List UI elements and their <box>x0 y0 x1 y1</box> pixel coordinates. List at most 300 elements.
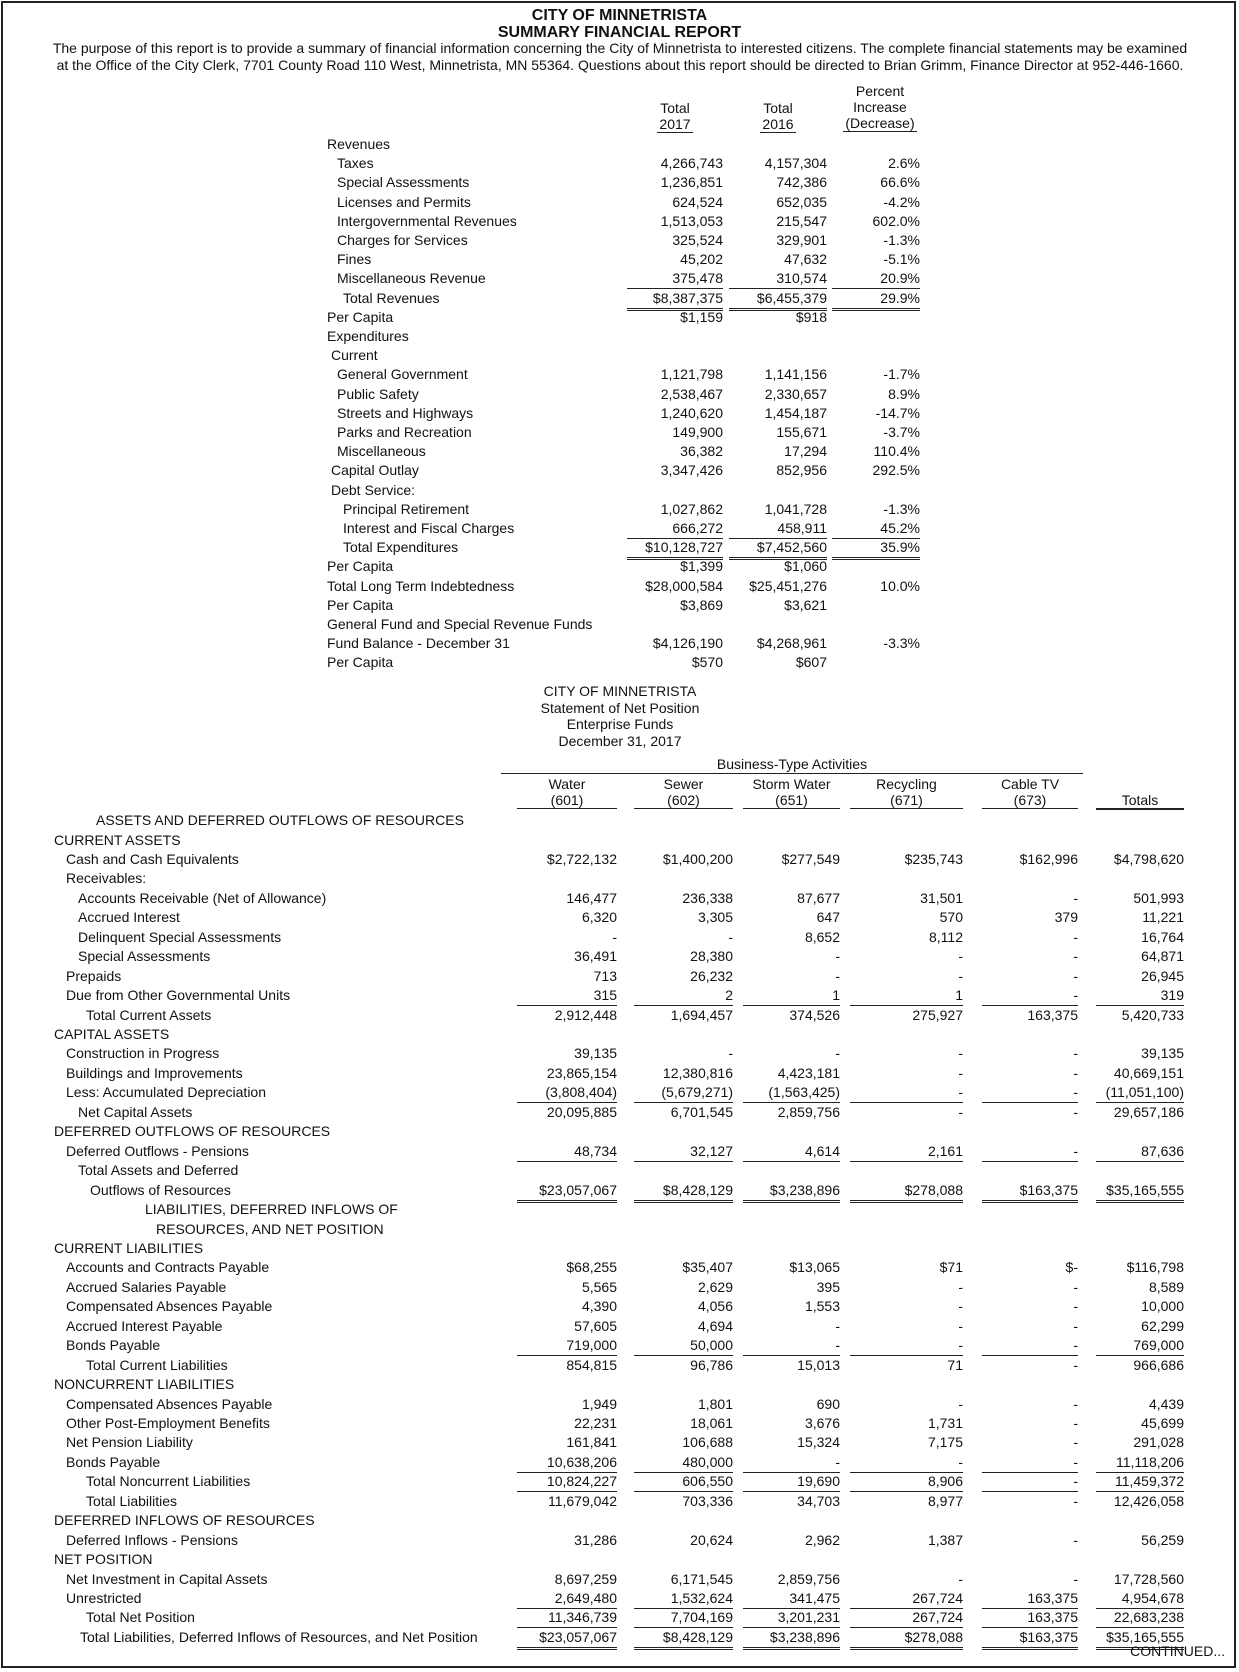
cell-cable-tv: - <box>1073 1278 1078 1295</box>
row-label: Unrestricted <box>66 1590 142 1606</box>
cell-water: 39,135 <box>574 1045 617 1062</box>
cell-storm-water: 19,690 <box>743 1472 840 1492</box>
row-label: General Government <box>337 366 468 383</box>
row-label: Total Current Liabilities <box>86 1356 228 1373</box>
cell-storm-water: - <box>835 948 840 965</box>
cell-totals: 5,420,733 <box>1121 1006 1184 1023</box>
summary-row <box>327 500 927 519</box>
value-2016: 652,035 <box>776 193 827 210</box>
row-label: Receivables: <box>66 870 147 887</box>
row-label: ASSETS AND DEFERRED OUTFLOWS OF RESOURCES <box>96 812 464 828</box>
cell-totals: 4,439 <box>1148 1395 1184 1412</box>
table-row <box>0 1161 1239 1181</box>
cell-recycling: $278,088 <box>850 1181 963 1203</box>
row-label: Accounts and Contracts Payable <box>66 1259 270 1276</box>
column-header <box>634 776 733 809</box>
cell-sewer: 2 <box>634 986 733 1006</box>
cell-sewer: $35,407 <box>682 1259 733 1276</box>
row-label: NONCURRENT LIABILITIES <box>54 1376 235 1392</box>
cell-cable-tv: - <box>1073 1356 1078 1373</box>
column-name: Water <box>548 776 586 792</box>
table-row <box>0 1472 1239 1492</box>
cell-cable-tv: - <box>982 1142 1078 1162</box>
value-2017: $10,128,727 <box>627 538 723 560</box>
table-row <box>0 1570 1239 1590</box>
cell-totals: 291,028 <box>1133 1434 1184 1451</box>
cell-water: $23,057,067 <box>517 1628 617 1650</box>
row-label: Intergovernmental Revenues <box>337 212 517 229</box>
column-code: (602) <box>667 792 700 808</box>
column-name: Cable TV <box>1000 776 1060 792</box>
cell-water: 22,231 <box>574 1414 617 1431</box>
cell-storm-water: 4,423,181 <box>777 1064 840 1081</box>
value-2017: 45,202 <box>680 251 723 268</box>
cell-cable-tv: - <box>1073 967 1078 984</box>
cell-sewer: 480,000 <box>634 1453 733 1473</box>
row-label: Cash and Cash Equivalents <box>66 850 239 867</box>
cell-sewer: 6,701,545 <box>670 1103 733 1120</box>
row-label: Net Investment in Capital Assets <box>66 1570 268 1587</box>
cell-cable-tv: - <box>1073 1395 1078 1412</box>
cell-cable-tv: 163,375 <box>1027 1006 1078 1023</box>
table-row <box>0 947 1239 967</box>
summary-row <box>327 634 927 653</box>
table-row <box>0 1239 1239 1259</box>
cell-totals: 11,459,372 <box>1096 1472 1184 1492</box>
value-2016: $918 <box>795 308 827 325</box>
table-row <box>0 1064 1239 1084</box>
summary-row <box>327 250 927 269</box>
row-label: Outflows of Resources <box>90 1181 231 1198</box>
cell-cable-tv: $163,375 <box>982 1181 1078 1203</box>
cell-storm-water: $3,238,896 <box>743 1628 840 1650</box>
value-2017: 624,524 <box>672 193 723 210</box>
cell-water: 146,477 <box>566 889 617 906</box>
summary-row <box>327 231 927 250</box>
cell-cable-tv: - <box>1073 1531 1078 1548</box>
cell-recycling: - <box>958 1298 963 1315</box>
value-2016: 17,294 <box>784 443 827 460</box>
row-label: Buildings and Improvements <box>66 1064 243 1081</box>
column-name: Totals <box>1121 792 1159 808</box>
summary-row <box>327 308 927 327</box>
percent-change: 2.6% <box>888 155 920 172</box>
summary-row <box>327 289 927 308</box>
table-row <box>0 1511 1239 1531</box>
row-label: Net Pension Liability <box>66 1434 193 1451</box>
cell-totals: 62,299 <box>1141 1317 1184 1334</box>
value-2016: 4,157,304 <box>764 155 827 172</box>
table-row <box>0 1025 1239 1045</box>
value-2017: 1,121,798 <box>660 366 723 383</box>
value-2016: $6,455,379 <box>729 289 827 311</box>
row-label: Miscellaneous <box>337 443 426 460</box>
cell-totals: 87,636 <box>1096 1142 1184 1162</box>
cell-cable-tv: - <box>1073 1492 1078 1509</box>
table-row <box>0 1433 1239 1453</box>
summary-row <box>327 212 927 231</box>
row-label: General Fund and Special Revenue Funds <box>327 616 593 632</box>
cell-recycling: 71 <box>947 1356 963 1373</box>
cell-water: 11,679,042 <box>547 1492 617 1509</box>
cell-storm-water: 690 <box>816 1395 840 1412</box>
table-row <box>0 1375 1239 1395</box>
cell-cable-tv: - <box>1073 1434 1078 1451</box>
cell-water: 315 <box>517 986 617 1006</box>
cell-storm-water: (1,563,425) <box>743 1083 840 1103</box>
summary-row <box>327 193 927 212</box>
percent-change: 20.9% <box>832 269 920 289</box>
col-header-total-2017: Total 2017 <box>659 100 691 132</box>
value-2016: $607 <box>795 654 827 671</box>
cell-storm-water: $13,065 <box>789 1259 840 1276</box>
table-row <box>0 889 1239 909</box>
cell-recycling: 31,501 <box>920 889 963 906</box>
row-label: Less: Accumulated Depreciation <box>66 1084 266 1101</box>
cell-water: 161,841 <box>566 1434 617 1451</box>
percent-change: -5.1% <box>883 251 920 268</box>
table-row <box>0 869 1239 889</box>
cell-recycling: $235,743 <box>904 850 963 867</box>
cell-cable-tv: - <box>1073 1414 1078 1431</box>
cell-sewer: 18,061 <box>690 1414 733 1431</box>
cell-cable-tv: - <box>982 1472 1078 1492</box>
cell-water: 8,697,259 <box>554 1570 617 1587</box>
table-row <box>0 850 1239 870</box>
cell-storm-water: 3,676 <box>804 1414 840 1431</box>
value-2017: 3,347,426 <box>660 462 723 479</box>
cell-recycling: 267,724 <box>850 1608 963 1628</box>
percent-change: 10.0% <box>880 577 920 594</box>
cell-cable-tv: $163,375 <box>982 1628 1078 1650</box>
cell-totals: 22,683,238 <box>1096 1608 1184 1628</box>
row-label: Compensated Absences Payable <box>66 1395 273 1412</box>
cell-recycling: 1,731 <box>927 1414 963 1431</box>
cell-totals: 8,589 <box>1148 1278 1184 1295</box>
row-label: Accrued Interest <box>78 909 180 926</box>
cell-recycling: $278,088 <box>850 1628 963 1650</box>
cell-totals: $4,798,620 <box>1113 850 1184 867</box>
cell-totals: 40,669,151 <box>1113 1064 1184 1081</box>
summary-row <box>327 365 927 384</box>
table-row <box>0 1414 1239 1434</box>
summary-row <box>327 173 927 192</box>
percent-change: 8.9% <box>888 385 920 402</box>
cell-storm-water: 1,553 <box>804 1298 840 1315</box>
percent-change: 66.6% <box>880 174 920 191</box>
summary-row <box>327 346 927 365</box>
table-row <box>0 831 1239 851</box>
value-2016: 1,454,187 <box>764 404 827 421</box>
value-2016: 155,671 <box>776 424 827 440</box>
table-row <box>0 1550 1239 1570</box>
percent-change: 110.4% <box>873 443 920 460</box>
cell-totals: 12,426,058 <box>1113 1492 1184 1509</box>
column-code: (651) <box>775 792 808 808</box>
row-label: CAPITAL ASSETS <box>54 1026 170 1042</box>
value-2017: 36,382 <box>680 443 723 460</box>
row-label: Revenues <box>327 136 391 152</box>
column-header <box>982 776 1078 809</box>
cell-cable-tv: - <box>1073 889 1078 906</box>
value-2016: 329,901 <box>776 232 827 248</box>
row-label: CURRENT LIABILITIES <box>54 1239 204 1256</box>
cell-water: 10,638,206 <box>517 1453 617 1473</box>
cell-storm-water: - <box>835 967 840 984</box>
title-line-2: SUMMARY FINANCIAL REPORT <box>497 24 742 41</box>
cell-totals: 501,993 <box>1133 889 1184 906</box>
cell-recycling: - <box>958 948 963 965</box>
value-2016: $4,268,961 <box>756 635 827 652</box>
table-row <box>0 1336 1239 1356</box>
cell-cable-tv: - <box>1073 928 1078 945</box>
cell-cable-tv: 163,375 <box>982 1608 1078 1628</box>
cell-sewer: 26,232 <box>690 967 733 984</box>
row-label: Principal Retirement <box>343 500 470 517</box>
percent-change: 35.9% <box>832 538 920 560</box>
cell-totals: 769,000 <box>1096 1336 1184 1356</box>
cell-sewer: 12,380,816 <box>662 1064 733 1081</box>
row-label: CURRENT ASSETS <box>54 831 181 848</box>
table-row <box>0 1200 1239 1220</box>
table-row <box>0 1083 1239 1103</box>
cell-totals: 45,699 <box>1141 1414 1184 1431</box>
cell-water: 20,095,885 <box>546 1103 617 1120</box>
value-2016: 1,041,728 <box>764 500 827 517</box>
table-row <box>0 1492 1239 1512</box>
continued-note: CONTINUED... <box>1130 1643 1225 1659</box>
cell-recycling: 8,112 <box>929 928 963 945</box>
cell-sewer: - <box>728 928 733 945</box>
row-label: NET POSITION <box>54 1551 153 1568</box>
value-2017: 375,478 <box>627 269 723 289</box>
value-2016: 852,956 <box>776 462 827 479</box>
cell-recycling: - <box>850 1453 963 1473</box>
cell-storm-water: 647 <box>816 909 840 926</box>
cell-totals: 4,954,678 <box>1096 1589 1184 1609</box>
cell-recycling: $71 <box>939 1259 963 1276</box>
column-header <box>517 776 617 809</box>
row-label: Bonds Payable <box>66 1337 161 1354</box>
percent-change: -3.3% <box>883 635 920 652</box>
row-label: Prepaids <box>66 967 122 984</box>
cell-totals: 29,657,186 <box>1113 1103 1184 1120</box>
cell-cable-tv: - <box>1073 1298 1078 1315</box>
cell-cable-tv: - <box>1073 948 1078 965</box>
cell-recycling: 1 <box>850 986 963 1006</box>
row-label: Debt Service: <box>331 481 416 498</box>
summary-row <box>327 327 927 346</box>
value-2017: $1,159 <box>680 308 723 325</box>
value-2016: 47,632 <box>784 251 827 268</box>
cell-water: - <box>612 928 617 945</box>
column-header <box>743 776 840 809</box>
table-row <box>0 1395 1239 1415</box>
row-label: Deferred Outflows - Pensions <box>66 1142 249 1159</box>
cell-recycling: 267,724 <box>850 1589 963 1609</box>
row-label: Net Capital Assets <box>78 1103 193 1120</box>
value-2017: 149,900 <box>672 424 723 440</box>
intro-line-2: at the Office of the City Clerk, 7701 County Road 110 West, Minnetrista, MN 55364. Questions about this report should be directed to Brian Grimm, Finance Director at 952-446-1660. <box>56 57 1184 73</box>
cell-sewer: 6,171,545 <box>670 1570 733 1587</box>
cell-water: 10,824,227 <box>517 1472 617 1492</box>
cell-storm-water: 4,614 <box>743 1142 840 1162</box>
row-label: LIABILITIES, DEFERRED INFLOWS OF <box>145 1201 398 1217</box>
value-2017: $570 <box>691 654 723 671</box>
value-2016: 742,386 <box>776 174 827 191</box>
row-label: Total Expenditures <box>343 539 459 556</box>
row-label: Delinquent Special Assessments <box>78 928 282 945</box>
summary-row <box>327 269 927 288</box>
cell-water: 2,912,448 <box>554 1006 617 1023</box>
percent-change: -1.7% <box>883 366 920 383</box>
table-row <box>0 1006 1239 1026</box>
value-2017: $28,000,584 <box>645 577 723 594</box>
cell-recycling: - <box>958 1103 963 1120</box>
cell-sewer: 1,801 <box>697 1395 733 1412</box>
cell-cable-tv: - <box>1073 1317 1078 1334</box>
cell-recycling: - <box>958 1064 963 1081</box>
summary-row <box>327 481 927 500</box>
column-header <box>850 776 963 809</box>
row-label: Accounts Receivable (Net of Allowance) <box>78 889 327 906</box>
row-label: Total Long Term Indebtedness <box>327 577 515 594</box>
table-row <box>0 1103 1239 1123</box>
summary-row <box>327 442 927 461</box>
cell-storm-water: 341,475 <box>743 1589 840 1609</box>
cell-recycling: 8,906 <box>850 1472 963 1492</box>
percent-change: -14.7% <box>875 404 920 421</box>
cell-totals: 64,871 <box>1141 948 1184 965</box>
column-code: (601) <box>550 792 584 808</box>
cell-sewer: 7,704,169 <box>634 1608 733 1628</box>
row-label: Licenses and Permits <box>337 193 471 210</box>
percent-change: 29.9% <box>832 289 920 311</box>
row-label: Current <box>331 347 378 364</box>
percent-change: 602.0% <box>872 212 920 229</box>
row-label: Total Liabilities, Deferred Inflows of Resources, and Net Position <box>80 1628 478 1645</box>
summary-row <box>327 404 927 423</box>
row-label: Miscellaneous Revenue <box>337 270 486 287</box>
cell-recycling: 2,161 <box>850 1142 963 1162</box>
cell-sewer: 32,127 <box>634 1142 733 1162</box>
cell-totals: 56,259 <box>1141 1531 1184 1548</box>
cell-sewer: 236,338 <box>682 889 733 906</box>
cell-recycling: - <box>850 1336 963 1356</box>
statement-title: CITY OF MINNETRISTA Statement of Net Position Enterprise Funds December 31, 2017 <box>540 683 700 749</box>
cell-storm-water: 2,859,756 <box>777 1570 840 1587</box>
cell-sewer: 1,694,457 <box>670 1006 733 1023</box>
cell-totals: $35,165,555 <box>1096 1181 1184 1203</box>
table-row <box>0 928 1239 948</box>
row-label: Total Current Assets <box>86 1006 212 1023</box>
cell-storm-water: 34,703 <box>797 1492 840 1509</box>
cell-cable-tv: $162,996 <box>1019 850 1078 867</box>
business-type-activities-header: Business-Type Activities <box>501 756 1083 774</box>
row-label: Per Capita <box>327 558 394 575</box>
cell-totals: (11,051,100) <box>1096 1083 1184 1103</box>
cell-totals: 39,135 <box>1141 1045 1184 1062</box>
table-row <box>0 986 1239 1006</box>
cell-storm-water: - <box>835 1045 840 1062</box>
cell-water: 854,815 <box>566 1356 617 1373</box>
table-row <box>0 1220 1239 1240</box>
cell-sewer: 50,000 <box>634 1336 733 1356</box>
cell-storm-water: $3,238,896 <box>743 1181 840 1203</box>
cell-storm-water: - <box>743 1453 840 1473</box>
cell-cable-tv: - <box>982 986 1078 1006</box>
col-header-percent-change: Percent Increase (Decrease) <box>845 83 915 131</box>
cell-totals: 11,118,206 <box>1096 1453 1184 1473</box>
percent-change: -4.2% <box>883 193 920 210</box>
column-name: Sewer <box>663 776 704 792</box>
cell-water: 2,649,480 <box>517 1589 617 1609</box>
value-2017: $3,869 <box>680 596 723 613</box>
percent-change: 292.5% <box>872 462 920 479</box>
row-label: Streets and Highways <box>337 404 474 421</box>
summary-row <box>327 461 927 480</box>
summary-row <box>327 423 927 442</box>
value-2016: 215,547 <box>776 212 827 229</box>
column-name: Recycling <box>876 776 937 792</box>
table-row <box>0 1142 1239 1162</box>
row-label: Interest and Fiscal Charges <box>343 520 515 536</box>
value-2016: $3,621 <box>784 596 827 613</box>
summary-row <box>327 135 927 154</box>
cell-cable-tv: 163,375 <box>982 1589 1078 1609</box>
table-row <box>0 1122 1239 1142</box>
cell-water: 57,605 <box>574 1317 617 1334</box>
row-label: Special Assessments <box>78 948 211 965</box>
cell-recycling: 7,175 <box>927 1434 963 1451</box>
row-label: Bonds Payable <box>66 1453 161 1470</box>
cell-sewer: 96,786 <box>690 1356 733 1373</box>
cell-water: 4,390 <box>581 1298 617 1315</box>
cell-sewer: 2,629 <box>697 1278 733 1295</box>
cell-storm-water: 395 <box>816 1278 840 1295</box>
row-label: Parks and Recreation <box>337 424 472 440</box>
cell-cable-tv: - <box>1073 1064 1078 1081</box>
summary-row <box>327 519 927 538</box>
table-row <box>0 1453 1239 1473</box>
cell-water: 23,865,154 <box>546 1064 617 1081</box>
cell-cable-tv: - <box>982 1336 1078 1356</box>
row-label: RESOURCES, AND NET POSITION <box>156 1220 384 1237</box>
cell-storm-water: 15,013 <box>797 1356 840 1373</box>
value-2017: $8,387,375 <box>627 289 723 311</box>
intro-paragraph <box>8 40 1232 74</box>
cell-totals: 966,686 <box>1133 1356 1184 1373</box>
cell-storm-water: - <box>743 1336 840 1356</box>
cell-storm-water: 1 <box>743 986 840 1006</box>
row-label: Accrued Interest Payable <box>66 1317 223 1334</box>
cell-recycling: - <box>958 1045 963 1062</box>
cell-totals: 10,000 <box>1141 1298 1184 1315</box>
summary-row <box>327 615 927 634</box>
row-label: Total Noncurrent Liabilities <box>86 1473 251 1490</box>
cell-sewer: $1,400,200 <box>662 850 733 867</box>
cell-storm-water: 15,324 <box>797 1434 840 1451</box>
percent-change: -1.3% <box>883 232 920 248</box>
value-2016: $25,451,276 <box>749 577 827 594</box>
value-2017: 666,272 <box>627 519 723 539</box>
row-label: Total Liabilities <box>86 1492 178 1509</box>
value-2016: 2,330,657 <box>764 385 827 402</box>
column-header <box>1096 792 1184 810</box>
cell-recycling: 570 <box>939 909 963 926</box>
row-label: DEFERRED OUTFLOWS OF RESOURCES <box>54 1123 331 1140</box>
value-2017: 1,513,053 <box>660 212 723 229</box>
